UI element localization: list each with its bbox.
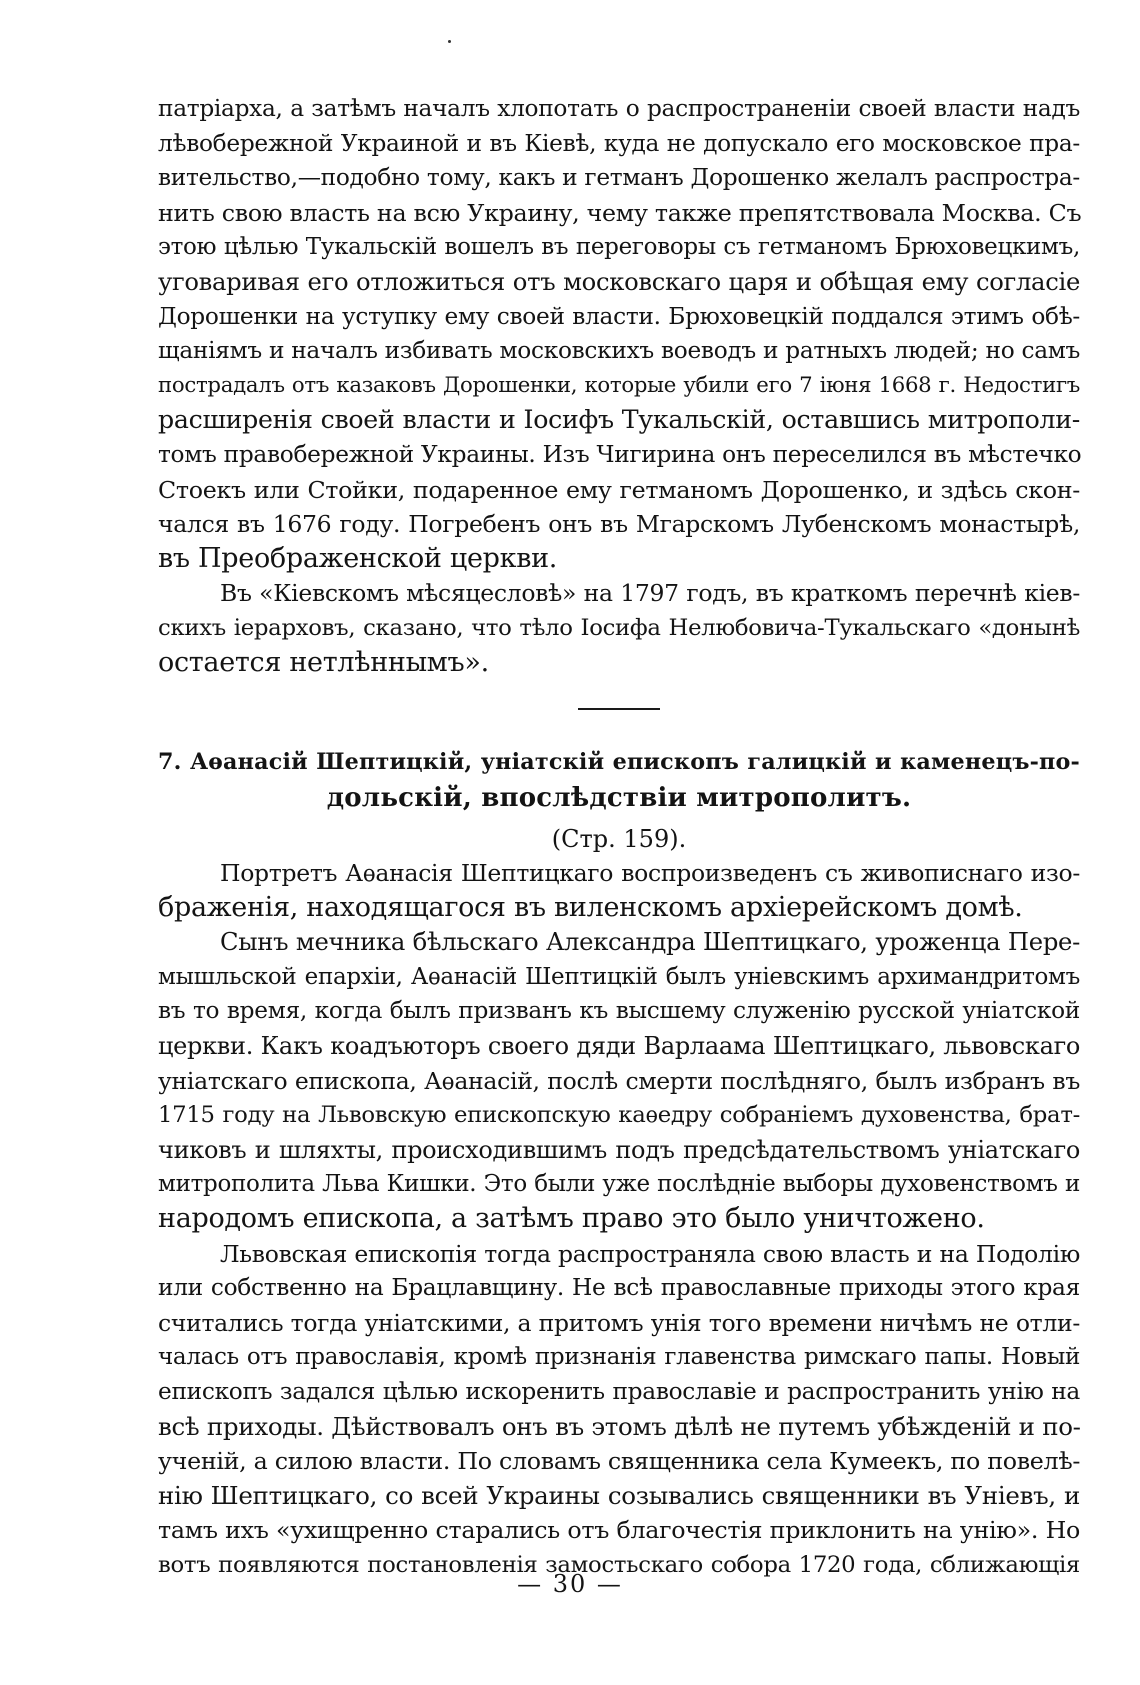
text-line: томъ правобережной Украины. Изъ Чигирина онъ переселился въ мѣстечко [158,440,1082,468]
text-line: Въ «Кіевскомъ мѣсяцесловѣ» на 1797 годъ, въ краткомъ перечнѣ кіев- [220,579,1080,608]
page-body [158,92,1080,1583]
text-line: чалась отъ православія, кромѣ признанія главенства римскаго папы. Новый [158,1344,1080,1371]
heading-line: 7. Аѳанасій Шептицкій, уніатскій епископъ галицкій и каменецъ-по- [158,749,1080,776]
paragraph-continuation [158,92,1080,576]
text-line: Сынъ мечника бѣльскаго Александра Шептицкаго, уроженца Пере- [220,927,1080,957]
text-line: чался въ 1676 году. Погребенъ онъ въ Мгарскомъ Лубенскомъ монастырѣ, [158,510,1080,539]
text-line: епископъ задался цѣлью искоренить православіе и распространить унію на [158,1378,1080,1405]
text-line: патріарха, а затѣмъ началъ хлопотать о распространеніи своей власти надъ [158,95,1080,122]
text-line: въ то время, когда былъ призванъ къ высшему служенію русской уніатской [158,997,1080,1025]
text-line: тамъ ихъ «ухищренно старались отъ благочестія приклонить на унію». Но [158,1516,1080,1545]
paragraph-portrait [158,856,1080,925]
page-reference: (Стр. 159). [551,825,687,854]
paragraph-lviv-eparchy [158,1237,1080,1583]
text-line: вотъ появляются постановленія замостьскаго собора 1720 года, сближающія [158,1551,1080,1578]
section-heading [158,744,1080,816]
text-line: нить свою власть на всю Украину, чему также препятствовала Москва. Съ [158,198,1082,227]
text-line: ученій, а силою власти. По словамъ священника села Кумеекъ, по повелѣ- [158,1447,1081,1476]
page-number: — 30 — [517,1570,623,1598]
heading-line: дольскій, впослѣдствіи митрополитъ. [326,783,912,814]
text-line: считались тогда уніатскими, а притомъ унія того времени ничѣмъ не отли- [158,1308,1080,1337]
scan-speck [448,40,451,43]
text-line: этою цѣлью Тукальскій вошелъ въ переговоры съ гетманомъ Брюховецкимъ, [158,234,1080,261]
text-line: церкви. Какъ коадъюторъ своего дяди Варлаама Шептицкаго, львовскаго [158,1032,1080,1061]
text-line: уговаривая его отложиться отъ московскаго царя и обѣщая ему согласіе [158,266,1080,296]
section-divider [578,708,660,710]
text-line: остается нетлѣннымъ». [158,646,489,678]
text-line: браженія, находящагося въ виленскомъ архіерейскомъ домѣ. [158,891,1023,923]
text-line: щаніямъ и началъ избивать московскихъ воеводъ и ратныхъ людей; но самъ [158,337,1081,365]
paragraph-biography [158,925,1080,1236]
text-line: нію Шептицкаго, со всей Украины созывались священники въ Уніевъ, и [158,1480,1080,1510]
text-line: Львовская епископія тогда распространяла свою власть и на Подолію [220,1239,1080,1268]
text-line: лѣвобережной Украиной и въ Кіевѣ, куда не допускало его московское пра- [158,129,1080,157]
text-line: Портретъ Аѳанасія Шептицкаго воспроизведенъ съ живописнаго изо- [220,859,1080,888]
text-line: всѣ приходы. Дѣйствовалъ онъ въ этомъ дѣлѣ не путемъ убѣжденій и по- [158,1411,1081,1441]
text-line: вительство,—подобно тому, какъ и гетманъ Дорошенко желалъ распростра- [158,164,1080,192]
text-line: Дорошенки на уступку ему своей власти. Брюховецкій поддался этимъ обѣ- [158,302,1080,330]
text-line: 1715 году на Львовскую епископскую каѳедру собраніемъ духовенства, брат- [158,1102,1080,1129]
text-line: пострадалъ отъ казаковъ Дорошенки, которые убили его 7 іюня 1668 г. Недостигъ [158,372,1080,398]
text-line: или собственно на Брацлавщину. Не всѣ православные приходы этого края [158,1274,1080,1302]
text-line: чиковъ и шляхты, происходившимъ подъ предсѣдательствомъ уніатскаго [158,1135,1080,1164]
text-line: митрополита Льва Кишки. Это были уже послѣдніе выборы духовенствомъ и [158,1171,1080,1198]
text-line: въ Преображенской церкви. [158,542,558,574]
text-line: мышльской епархіи, Аѳанасій Шептицкій былъ уніевскимъ архимандритомъ [158,963,1080,990]
text-line: уніатскаго епископа, Аѳанасій, послѣ смерти послѣдняго, былъ избранъ въ [158,1066,1080,1095]
text-line: скихъ іерарховъ, сказано, что тѣло Іосифа Нелюбовича-Тукальскаго «донынѣ [158,614,1080,641]
text-line: Стоекъ или Стойки, подаренное ему гетманомъ Дорошенко, и здѣсь скон- [158,475,1080,504]
text-line: расширенія своей власти и Іосифъ Тукальскій, оставшись митрополи- [158,405,1080,435]
paragraph-menologion [158,576,1080,680]
text-line: народомъ епископа, а затѣмъ право это было уничтожено. [158,1203,985,1235]
